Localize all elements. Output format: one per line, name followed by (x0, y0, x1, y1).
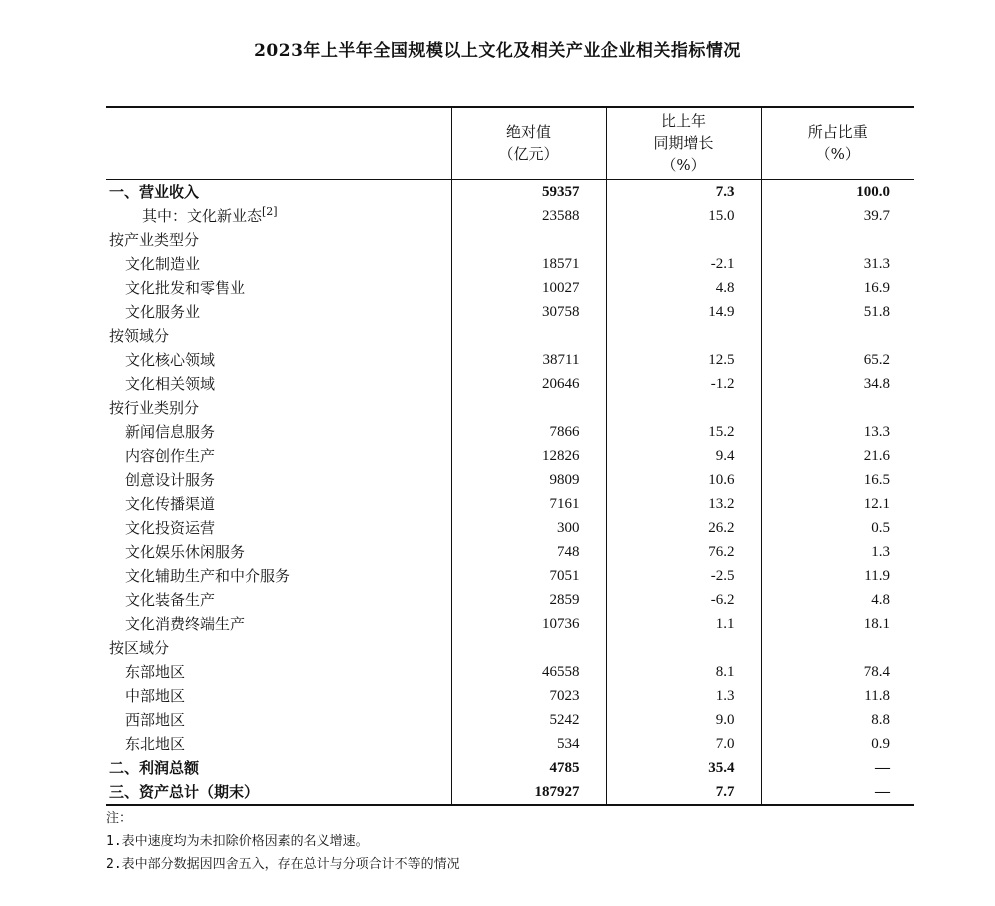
share-cell: 4.8 (761, 588, 914, 612)
growth-cell: 7.7 (606, 780, 761, 805)
growth-cell: 9.4 (606, 444, 761, 468)
data-table (106, 106, 914, 806)
header-growth-line2: 同期增长 (653, 134, 714, 153)
table-row (106, 252, 914, 276)
table-row (106, 708, 914, 732)
table-row (106, 324, 914, 348)
share-cell: — (761, 756, 914, 780)
growth-cell: 12.5 (606, 348, 761, 372)
header-share-line2: （%） (815, 145, 860, 164)
growth-cell (606, 636, 761, 660)
table-row (106, 732, 914, 756)
share-cell: 21.6 (761, 444, 914, 468)
abs-value-cell: 10027 (451, 276, 606, 300)
abs-value-cell: 300 (451, 516, 606, 540)
abs-value-cell: 46558 (451, 660, 606, 684)
abs-value-cell: 5242 (451, 708, 606, 732)
table-row (106, 780, 914, 805)
abs-value-cell: 59357 (451, 179, 606, 204)
table-row (106, 276, 914, 300)
growth-cell: 76.2 (606, 540, 761, 564)
row-label-text: 创意设计服务 (125, 470, 216, 489)
row-label-text: 文化核心领域 (125, 350, 216, 369)
row-label (106, 396, 451, 420)
header-abs-line1: 绝对值 (505, 123, 551, 142)
share-cell: — (761, 780, 914, 805)
row-label-text: 二、利润总额 (109, 758, 200, 777)
abs-value-cell: 23588 (451, 204, 606, 228)
row-label-text: 三、资产总计（期末） (109, 782, 260, 801)
header-label-cell (106, 107, 451, 179)
share-cell: 65.2 (761, 348, 914, 372)
row-label-text: 西部地区 (125, 710, 186, 729)
growth-cell: 26.2 (606, 516, 761, 540)
table-row (106, 684, 914, 708)
growth-cell: 4.8 (606, 276, 761, 300)
share-cell (761, 636, 914, 660)
row-label-text: 新闻信息服务 (125, 422, 216, 441)
table-row (106, 228, 914, 252)
row-label (106, 756, 451, 780)
table-row (106, 564, 914, 588)
row-label-text: 文化服务业 (125, 302, 201, 321)
row-label (106, 660, 451, 684)
share-cell: 18.1 (761, 612, 914, 636)
row-label (106, 228, 451, 252)
share-cell: 31.3 (761, 252, 914, 276)
abs-value-cell: 10736 (451, 612, 606, 636)
growth-cell: 14.9 (606, 300, 761, 324)
abs-value-cell (451, 228, 606, 252)
table-row (106, 444, 914, 468)
share-cell: 39.7 (761, 204, 914, 228)
row-label-text: 文化娱乐休闲服务 (125, 542, 246, 561)
growth-cell: 13.2 (606, 492, 761, 516)
header-share (761, 107, 914, 179)
growth-cell: 9.0 (606, 708, 761, 732)
row-label (106, 540, 451, 564)
growth-cell: -2.5 (606, 564, 761, 588)
share-cell: 100.0 (761, 179, 914, 204)
indicator-table (106, 106, 914, 806)
row-label-text: 文化制造业 (125, 254, 201, 273)
abs-value-cell: 7051 (451, 564, 606, 588)
abs-value-cell: 38711 (451, 348, 606, 372)
row-label (106, 468, 451, 492)
row-label-text: 文化批发和零售业 (125, 278, 246, 297)
table-row (106, 468, 914, 492)
growth-cell (606, 228, 761, 252)
share-cell: 16.9 (761, 276, 914, 300)
table-row (106, 420, 914, 444)
row-label-text: 其中：文化新业态 (142, 206, 263, 225)
header-growth-line1: 比上年 (660, 112, 706, 131)
row-label-text: 文化辅助生产和中介服务 (125, 566, 291, 585)
growth-cell: -2.1 (606, 252, 761, 276)
header-share-line1: 所占比重 (807, 123, 868, 142)
row-label-text: 东部地区 (125, 662, 186, 681)
abs-value-cell: 30758 (451, 300, 606, 324)
row-label-text: 一、营业收入 (109, 182, 200, 201)
table-row (106, 612, 914, 636)
share-cell (761, 396, 914, 420)
abs-value-cell: 187927 (451, 780, 606, 805)
row-label-text: 内容创作生产 (125, 446, 216, 465)
abs-value-cell: 12826 (451, 444, 606, 468)
growth-cell: 8.1 (606, 660, 761, 684)
abs-value-cell: 9809 (451, 468, 606, 492)
row-label (106, 492, 451, 516)
abs-value-cell (451, 636, 606, 660)
header-abs-line2: （亿元） (498, 145, 559, 164)
row-label (106, 780, 451, 805)
notes-heading: 注： (106, 811, 133, 826)
row-label (106, 324, 451, 348)
share-cell: 11.8 (761, 684, 914, 708)
table-row (106, 204, 914, 228)
footnote-ref: [2] (262, 204, 278, 218)
notes (106, 807, 460, 876)
row-label-text: 文化消费终端生产 (125, 614, 246, 633)
share-cell: 13.3 (761, 420, 914, 444)
growth-cell: 10.6 (606, 468, 761, 492)
abs-value-cell: 7866 (451, 420, 606, 444)
row-label (106, 252, 451, 276)
share-cell (761, 228, 914, 252)
growth-cell: 35.4 (606, 756, 761, 780)
growth-cell: 15.2 (606, 420, 761, 444)
row-label (106, 588, 451, 612)
abs-value-cell: 4785 (451, 756, 606, 780)
table-row (106, 660, 914, 684)
share-cell: 12.1 (761, 492, 914, 516)
row-label (106, 420, 451, 444)
share-cell: 1.3 (761, 540, 914, 564)
row-label-text: 东北地区 (125, 734, 186, 753)
header-growth-line3: （%） (661, 156, 706, 175)
row-label (106, 372, 451, 396)
share-cell: 51.8 (761, 300, 914, 324)
share-cell: 11.9 (761, 564, 914, 588)
share-cell: 34.8 (761, 372, 914, 396)
row-label (106, 516, 451, 540)
abs-value-cell: 534 (451, 732, 606, 756)
table-row (106, 492, 914, 516)
row-label (106, 708, 451, 732)
share-cell: 8.8 (761, 708, 914, 732)
growth-cell: -6.2 (606, 588, 761, 612)
growth-cell (606, 324, 761, 348)
abs-value-cell: 748 (451, 540, 606, 564)
row-label-text: 按领域分 (109, 326, 170, 345)
row-label (106, 348, 451, 372)
table-row (106, 636, 914, 660)
row-label (106, 684, 451, 708)
row-label (106, 204, 451, 228)
row-label-text: 文化投资运营 (125, 518, 216, 537)
row-label-text: 文化传播渠道 (125, 494, 216, 513)
table-body (106, 179, 914, 805)
table-row (106, 348, 914, 372)
abs-value-cell: 18571 (451, 252, 606, 276)
note-item-2: 2.表中部分数据因四舍五入，存在总计与分项合计不等的情况 (106, 857, 460, 872)
growth-cell: 7.0 (606, 732, 761, 756)
abs-value-cell: 7161 (451, 492, 606, 516)
share-cell: 16.5 (761, 468, 914, 492)
header-yoy-growth (606, 107, 761, 179)
note-item-1: 1.表中速度均为未扣除价格因素的名义增速。 (106, 834, 369, 849)
share-cell: 0.9 (761, 732, 914, 756)
growth-cell: 15.0 (606, 204, 761, 228)
table-row (106, 396, 914, 420)
share-cell (761, 324, 914, 348)
row-label (106, 179, 451, 204)
growth-cell (606, 396, 761, 420)
row-label-text: 文化相关领域 (125, 374, 216, 393)
table-row (106, 179, 914, 204)
abs-value-cell (451, 396, 606, 420)
share-cell: 78.4 (761, 660, 914, 684)
header-absolute-value (451, 107, 606, 179)
growth-cell: 1.1 (606, 612, 761, 636)
row-label (106, 276, 451, 300)
table-row (106, 540, 914, 564)
row-label-text: 文化装备生产 (125, 590, 216, 609)
row-label-text: 按区域分 (109, 638, 170, 657)
row-label (106, 564, 451, 588)
abs-value-cell: 2859 (451, 588, 606, 612)
abs-value-cell (451, 324, 606, 348)
table-row (106, 588, 914, 612)
table-row (106, 372, 914, 396)
row-label (106, 444, 451, 468)
growth-cell: 7.3 (606, 179, 761, 204)
table-row (106, 756, 914, 780)
share-cell: 0.5 (761, 516, 914, 540)
row-label (106, 732, 451, 756)
abs-value-cell: 7023 (451, 684, 606, 708)
row-label-text: 中部地区 (125, 686, 186, 705)
page-title: 2023年上半年全国规模以上文化及相关产业企业相关指标情况 (254, 41, 741, 61)
row-label (106, 300, 451, 324)
header-row (106, 107, 914, 179)
row-label-text: 按行业类别分 (109, 398, 200, 417)
table-row (106, 300, 914, 324)
abs-value-cell: 20646 (451, 372, 606, 396)
row-label-text: 按产业类型分 (109, 230, 200, 249)
growth-cell: -1.2 (606, 372, 761, 396)
growth-cell: 1.3 (606, 684, 761, 708)
row-label (106, 612, 451, 636)
row-label (106, 636, 451, 660)
table-row (106, 516, 914, 540)
